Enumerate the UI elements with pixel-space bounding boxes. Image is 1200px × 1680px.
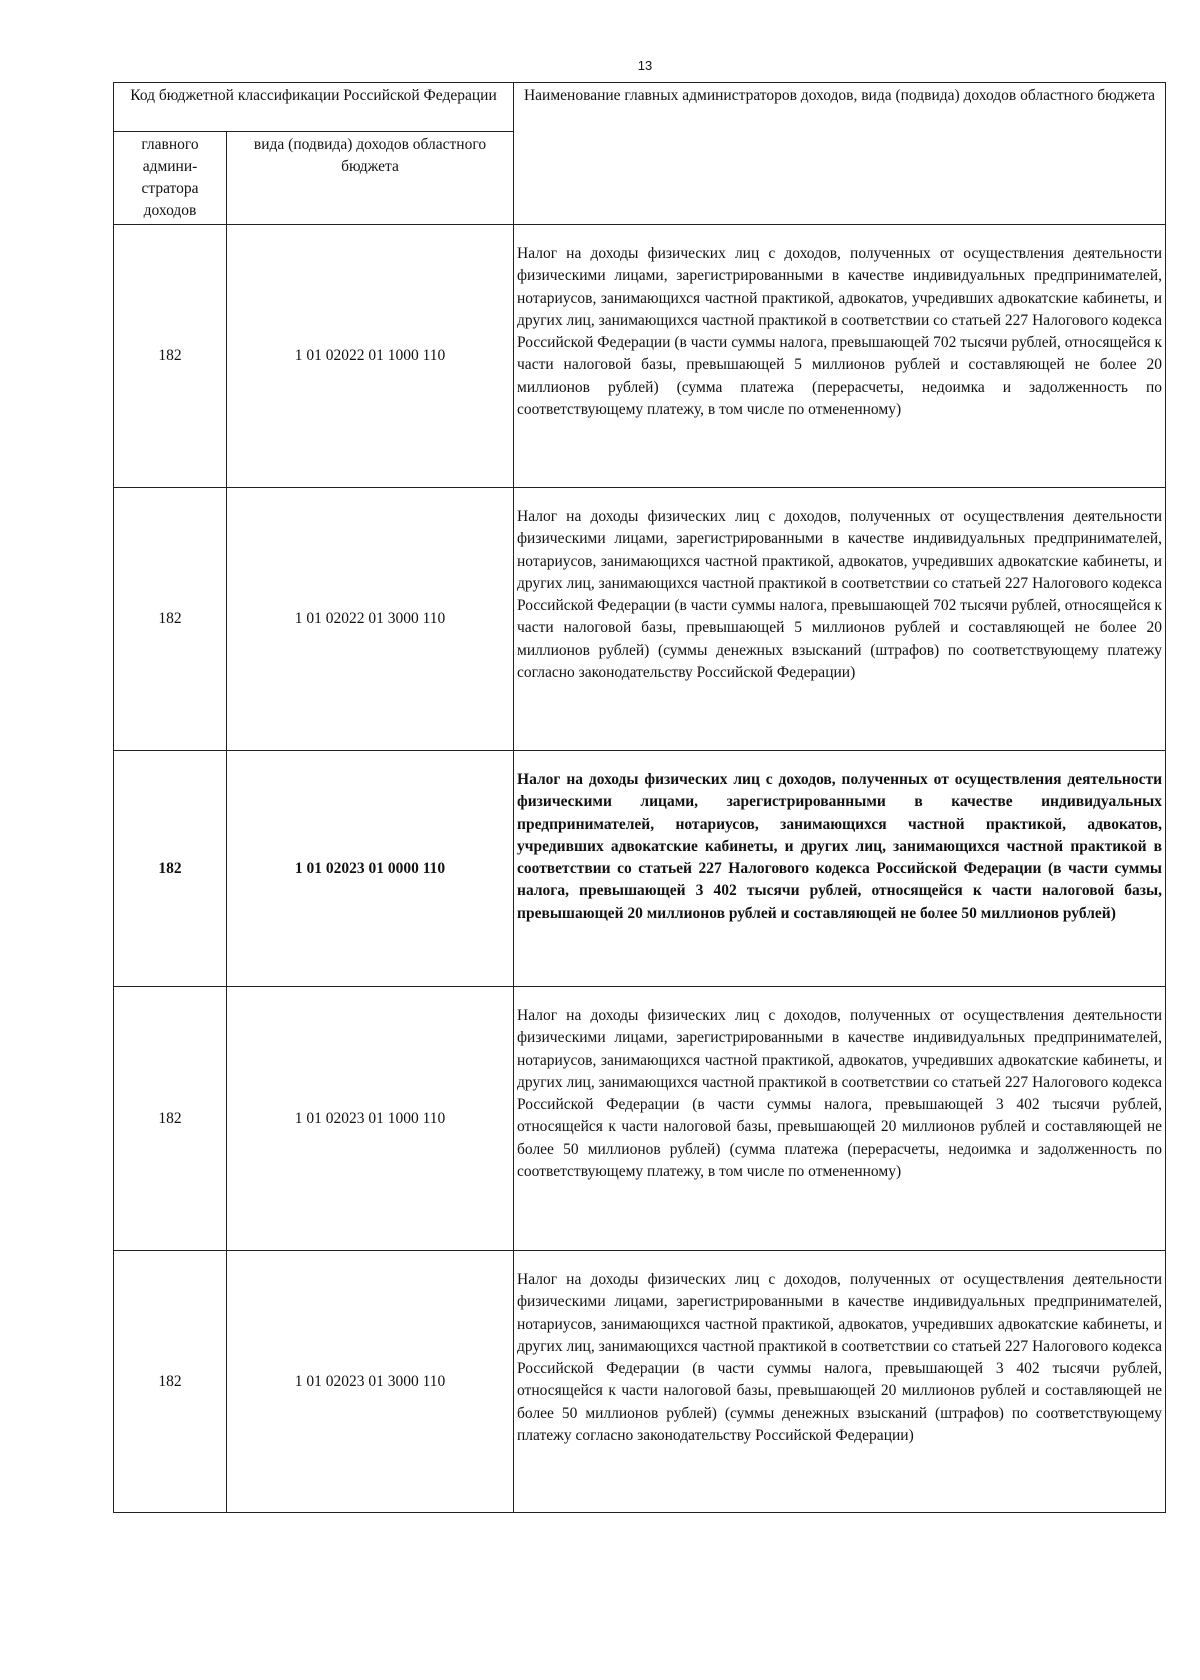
admin-code-cell: 182 [114,987,227,1251]
table-row [114,1251,1166,1513]
income-code-cell: 1 01 02022 01 3000 110 [227,488,514,751]
header-budget-code-group: Код бюджетной классификации Российской Федерации [114,83,514,132]
income-code-cell: 1 01 02022 01 1000 110 [227,225,514,488]
description-cell: Налог на доходы физических лиц с доходов, полученных от осуществления деятельности физическими лицами, зарегистрированными в качестве индивидуальных предпринимателей, нотариусов, занимающихся частной практикой, адвокатов, учредивших адвокатские кабинеты, и других лиц, занимающихся частной практикой в соответствии со статьей 227 Налогового кодекса Российской Федерации (в части суммы налога, превышающей 3 402 тысячи рублей, относящейся к части налоговой базы, превышающей 20 миллионов рублей и составляющей не более 50 миллионов рублей) (сумма платежа (перерасчеты, недоимка и задолженность по соответствующему платежу, в том числе по отмененному) [514,987,1166,1251]
table-row [114,488,1166,751]
table-row [114,225,1166,488]
description-cell: Налог на доходы физических лиц с доходов, полученных от осуществления деятельности физическими лицами, зарегистрированными в качестве индивидуальных предпринимателей, нотариусов, занимающихся частной практикой, адвокатов, учредивших адвокатские кабинеты, и других лиц, занимающихся частной практикой в соответствии со статьей 227 Налогового кодекса Российской Федерации (в части суммы налога, превышающей 702 тысячи рублей, относящейся к части налоговой базы, превышающей 5 миллионов рублей и составляющей не более 20 миллионов рублей) (суммы денежных взысканий (штрафов) по соответствующему платежу согласно законодательству Российской Федерации) [514,488,1166,751]
income-code-cell: 1 01 02023 01 1000 110 [227,987,514,1251]
header-name-column: Наименование главных администраторов доходов, вида (подвида) доходов областного бюджета [514,83,1166,225]
header-admin-column: главного админи-стратора доходов [114,132,227,225]
budget-classification-table [113,82,1166,1513]
admin-code-cell: 182 [114,1251,227,1513]
description-cell: Налог на доходы физических лиц с доходов, полученных от осуществления деятельности физическими лицами, зарегистрированными в качестве индивидуальных предпринимателей, нотариусов, занимающихся частной практикой, адвокатов, учредивших адвокатские кабинеты, и других лиц, занимающихся частной практикой в соответствии со статьей 227 Налогового кодекса Российской Федерации (в части суммы налога, превышающей 702 тысячи рублей, относящейся к части налоговой базы, превышающей 5 миллионов рублей и составляющей не более 20 миллионов рублей) (сумма платежа (перерасчеты, недоимка и задолженность по соответствующему платежу, в том числе по отмененному) [514,225,1166,488]
header-row [114,83,1166,132]
description-cell: Налог на доходы физических лиц с доходов, полученных от осуществления деятельности физическими лицами, зарегистрированными в качестве индивидуальных предпринимателей, нотариусов, занимающихся частной практикой, адвокатов, учредивших адвокатские кабинеты, и других лиц, занимающихся частной практикой в соответствии со статьей 227 Налогового кодекса Российской Федерации (в части суммы налога, превышающей 3 402 тысячи рублей, относящейся к части налоговой базы, превышающей 20 миллионов рублей и составляющей не более 50 миллионов рублей) (суммы денежных взысканий (штрафов) по соответствующему платежу согласно законодательству Российской Федерации) [514,1251,1166,1513]
page-number: 13 [637,58,653,73]
table-row [114,987,1166,1251]
admin-code-cell: 182 [114,225,227,488]
description-cell: Налог на доходы физических лиц с доходов, полученных от осуществления деятельности физическими лицами, зарегистрированными в качестве индивидуальных предпринимателей, нотариусов, занимающихся частной практикой, адвокатов, учредивших адвокатские кабинеты, и других лиц, занимающихся частной практикой в соответствии со статьей 227 Налогового кодекса Российской Федерации (в части суммы налога, превышающей 3 402 тысячи рублей, относящейся к части налоговой базы, превышающей 20 миллионов рублей и составляющей не более 50 миллионов рублей) [514,751,1166,987]
admin-code-cell: 182 [114,751,227,987]
income-code-cell: 1 01 02023 01 3000 110 [227,1251,514,1513]
table-row [114,751,1166,987]
header-income-type-column: вида (подвида) доходов областного бюджета [227,132,514,225]
income-code-cell: 1 01 02023 01 0000 110 [227,751,514,987]
admin-code-cell: 182 [114,488,227,751]
